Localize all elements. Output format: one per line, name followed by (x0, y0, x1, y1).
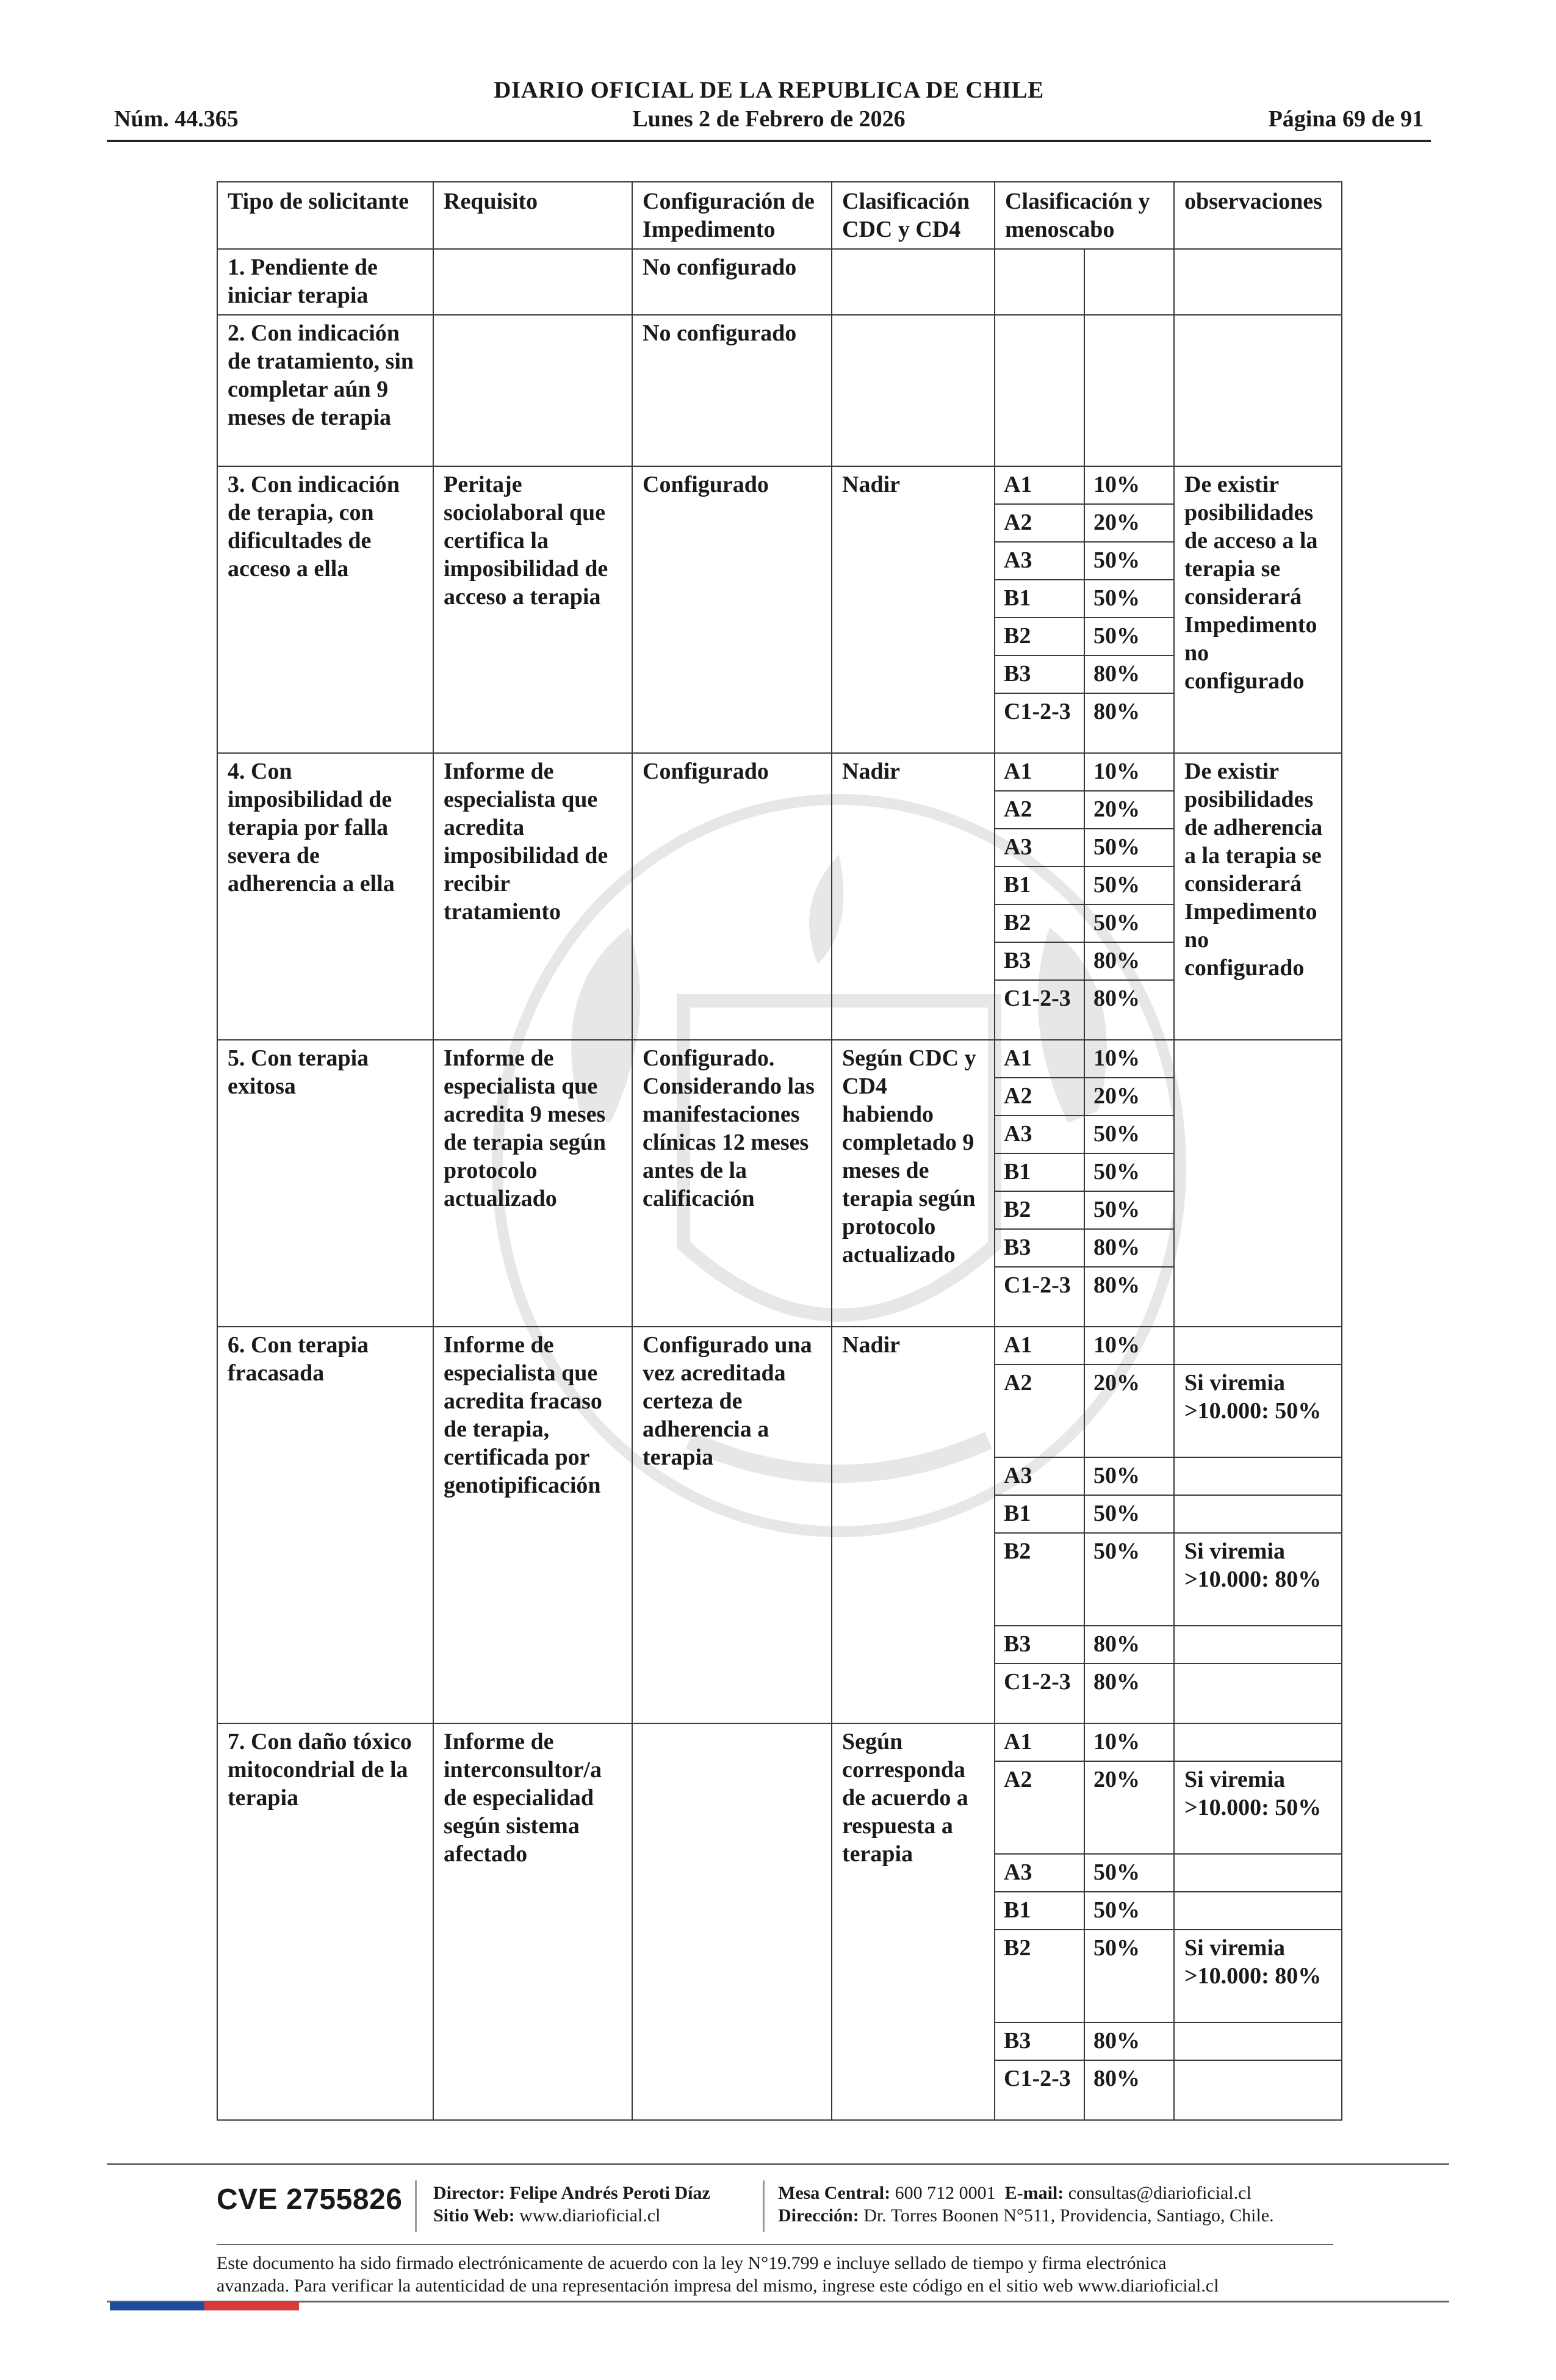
cell-clase (995, 249, 1084, 315)
cell-porcentaje: 50% (1084, 1854, 1174, 1892)
cell-porcentaje: 20% (1084, 1761, 1174, 1854)
table-row (217, 1040, 1342, 1078)
cell-observacion (1174, 315, 1342, 466)
footer-contact-block (778, 2182, 1274, 2227)
cell-clase: A1 (995, 466, 1084, 504)
header-configuracion: Configuración de Impedimento (632, 182, 832, 249)
cell-observacion: Si viremia >10.000: 80% (1174, 1930, 1342, 2022)
cell-clase: A2 (995, 1761, 1084, 1854)
cell-observacion (1174, 2022, 1342, 2060)
table-row (217, 1327, 1342, 1365)
cell-porcentaje: 50% (1084, 867, 1174, 904)
cell-clase: B2 (995, 904, 1084, 942)
cell-clase: C1-2-3 (995, 2060, 1084, 2120)
cell-clase: C1-2-3 (995, 980, 1084, 1040)
cell-clase: B3 (995, 1229, 1084, 1267)
flag-blue (110, 2302, 204, 2310)
director-label: Director: (433, 2183, 505, 2203)
cell-observacion: Si viremia >10.000: 80% (1174, 1533, 1342, 1626)
cell-observacion (1174, 1892, 1342, 1930)
cell-configuracion: Configurado (632, 753, 832, 1040)
header-tipo: Tipo de solicitante (217, 182, 433, 249)
cell-clase: A2 (995, 791, 1084, 829)
cell-configuracion (632, 1723, 832, 2120)
cell-clase: B1 (995, 1892, 1084, 1930)
cell-tipo: 7. Con daño tóxico mitocondrial de la terapia (217, 1723, 433, 2120)
cell-porcentaje: 50% (1084, 1116, 1174, 1153)
cell-porcentaje: 50% (1084, 1153, 1174, 1191)
cell-requisito (433, 315, 632, 466)
cell-porcentaje: 80% (1084, 1626, 1174, 1664)
cell-requisito: Informe de especialista que acredita imposibilidad de recibir tratamiento (433, 753, 632, 1040)
page-header (107, 76, 1431, 142)
cell-porcentaje: 80% (1084, 1229, 1174, 1267)
cell-clase: B3 (995, 942, 1084, 980)
cell-observacion: Si viremia >10.000: 50% (1174, 1761, 1342, 1854)
cell-porcentaje (1084, 249, 1174, 315)
cell-observacion (1174, 1327, 1342, 1365)
cell-clase: B1 (995, 1153, 1084, 1191)
cell-porcentaje: 80% (1084, 655, 1174, 693)
cell-clase: A1 (995, 1327, 1084, 1365)
cell-configuracion: Configurado (632, 466, 832, 753)
cell-porcentaje: 10% (1084, 466, 1174, 504)
cell-cdc: Nadir (832, 753, 995, 1040)
cell-clase: B2 (995, 1191, 1084, 1229)
cell-tipo: 3. Con indicación de terapia, con dificultades de acceso a ella (217, 466, 433, 753)
footer-bottom-rule (107, 2301, 1449, 2302)
cell-porcentaje: 80% (1084, 942, 1174, 980)
cell-porcentaje: 10% (1084, 1040, 1174, 1078)
cell-porcentaje: 50% (1084, 1191, 1174, 1229)
cell-porcentaje: 50% (1084, 1533, 1174, 1626)
cell-clase: B1 (995, 867, 1084, 904)
cell-cdc: Según corresponda de acuerdo a respuesta a terapia (832, 1723, 995, 2120)
cell-observacion (1174, 1626, 1342, 1664)
direccion-label: Dirección: (778, 2205, 859, 2226)
cell-porcentaje: 80% (1084, 693, 1174, 753)
cell-clase: A1 (995, 753, 1084, 791)
cell-clase: C1-2-3 (995, 693, 1084, 753)
cell-porcentaje: 50% (1084, 1930, 1174, 2022)
signature-line: avanzada. Para verificar la autenticidad de una representación impresa del mismo, ingrese este código en el sitio web www.diarioficial.cl (217, 2276, 1219, 2296)
table-row (217, 1723, 1342, 1761)
cell-porcentaje: 10% (1084, 1327, 1174, 1365)
footer-divider (217, 2244, 1333, 2245)
table-row (217, 249, 1342, 315)
footer-separator (415, 2180, 417, 2232)
cell-porcentaje (1084, 315, 1174, 466)
cell-porcentaje: 10% (1084, 753, 1174, 791)
signature-line: Este documento ha sido firmado electrónicamente de acuerdo con la ley N°19.799 e incluye sellado de tiempo y firma electrónica (217, 2253, 1167, 2273)
cell-porcentaje: 80% (1084, 980, 1174, 1040)
cell-clase: B2 (995, 1533, 1084, 1626)
table-row (217, 466, 1342, 504)
cell-clase: A3 (995, 829, 1084, 867)
cell-configuracion: No configurado (632, 315, 832, 466)
cve-code: CVE 2755826 (217, 2183, 403, 2216)
table-row (217, 753, 1342, 791)
cell-observacion (1174, 2060, 1342, 2120)
header-clasificacion: Clasificación y menoscabo (995, 182, 1174, 249)
cell-tipo: 2. Con indicación de tratamiento, sin completar aún 9 meses de terapia (217, 315, 433, 466)
email-label: E-mail: (1004, 2183, 1064, 2203)
issue-date: Lunes 2 de Febrero de 2026 (632, 106, 906, 132)
cell-observacion (1174, 1040, 1342, 1327)
cell-tipo: 4. Con imposibilidad de terapia por falla severa de adherencia a ella (217, 753, 433, 1040)
cell-requisito (433, 249, 632, 315)
cell-cdc: Nadir (832, 1327, 995, 1723)
cell-clase (995, 315, 1084, 466)
cell-clase: A2 (995, 1078, 1084, 1116)
page-number: Página 69 de 91 (1268, 106, 1424, 132)
cell-observacion (1174, 1495, 1342, 1533)
cell-observacion: De existir posibilidades de adherencia a la terapia se considerará Impedimento no configurado (1174, 753, 1342, 1040)
cell-clase: A3 (995, 1116, 1084, 1153)
cell-observacion: De existir posibilidades de acceso a la terapia se considerará Impedimento no configurado (1174, 466, 1342, 753)
cell-clase: A3 (995, 1854, 1084, 1892)
cell-porcentaje: 50% (1084, 580, 1174, 618)
cell-clase: B2 (995, 1930, 1084, 2022)
cell-porcentaje: 50% (1084, 1457, 1174, 1495)
cell-tipo: 1. Pendiente de iniciar terapia (217, 249, 433, 315)
header-observaciones: observaciones (1174, 182, 1342, 249)
cell-observacion (1174, 1854, 1342, 1892)
cell-porcentaje: 50% (1084, 618, 1174, 655)
cell-porcentaje: 10% (1084, 1723, 1174, 1761)
cell-clase: B3 (995, 655, 1084, 693)
page-footer (107, 2163, 1449, 2316)
mesa-label: Mesa Central: (778, 2183, 891, 2203)
cell-clase: B1 (995, 1495, 1084, 1533)
footer-separator (763, 2180, 765, 2232)
cell-clase: A1 (995, 1040, 1084, 1078)
cell-requisito: Informe de interconsultor/a de especialidad según sistema afectado (433, 1723, 632, 2120)
flag-red (204, 2302, 299, 2310)
cell-requisito: Peritaje sociolaboral que certifica la imposibilidad de acceso a terapia (433, 466, 632, 753)
cell-porcentaje: 50% (1084, 1495, 1174, 1533)
cell-clase: B1 (995, 580, 1084, 618)
footer-director-block (433, 2182, 710, 2227)
cell-porcentaje: 80% (1084, 1267, 1174, 1327)
director-name: Felipe Andrés Peroti Díaz (510, 2183, 710, 2203)
cell-configuracion: Configurado una vez acreditada certeza de adherencia a terapia (632, 1327, 832, 1723)
cell-observacion (1174, 249, 1342, 315)
cell-cdc: Según CDC y CD4 habiendo completado 9 meses de terapia según protocolo actualizado (832, 1040, 995, 1327)
cell-configuracion: No configurado (632, 249, 832, 315)
cell-clase: A2 (995, 504, 1084, 542)
cell-requisito: Informe de especialista que acredita 9 meses de terapia según protocolo actualizado (433, 1040, 632, 1327)
table-header-row (217, 182, 1342, 249)
signature-notice (217, 2252, 1345, 2297)
cell-porcentaje: 50% (1084, 1892, 1174, 1930)
cell-observacion (1174, 1723, 1342, 1761)
cell-observacion (1174, 1664, 1342, 1723)
cell-tipo: 5. Con terapia exitosa (217, 1040, 433, 1327)
header-cdc: Clasificación CDC y CD4 (832, 182, 995, 249)
address: Dr. Torres Boonen N°511, Providencia, Santiago, Chile. (863, 2205, 1274, 2226)
web-label: Sitio Web: (433, 2205, 515, 2226)
cell-tipo: 6. Con terapia fracasada (217, 1327, 433, 1723)
cell-porcentaje: 20% (1084, 791, 1174, 829)
cell-observacion (1174, 1457, 1342, 1495)
cell-cdc (832, 315, 995, 466)
email-link[interactable]: consultas@diarioficial.cl (1068, 2183, 1252, 2203)
cell-clase: A3 (995, 542, 1084, 580)
cell-porcentaje: 20% (1084, 1078, 1174, 1116)
cell-clase: A3 (995, 1457, 1084, 1495)
cell-cdc (832, 249, 995, 315)
mesa-phone: 600 712 0001 (895, 2183, 996, 2203)
cell-clase: B3 (995, 1626, 1084, 1664)
cell-clase: A1 (995, 1723, 1084, 1761)
cell-porcentaje: 80% (1084, 2060, 1174, 2120)
issue-number: Núm. 44.365 (114, 106, 239, 132)
header-rule (107, 140, 1431, 142)
website-link[interactable]: www.diarioficial.cl (519, 2205, 661, 2226)
header-requisito: Requisito (433, 182, 632, 249)
cell-clase: C1-2-3 (995, 1664, 1084, 1723)
table-row (217, 315, 1342, 466)
cell-clase: B3 (995, 2022, 1084, 2060)
cell-porcentaje: 50% (1084, 542, 1174, 580)
cell-porcentaje: 20% (1084, 1365, 1174, 1457)
cell-clase: B2 (995, 618, 1084, 655)
cell-clase: C1-2-3 (995, 1267, 1084, 1327)
cell-porcentaje: 80% (1084, 2022, 1174, 2060)
cell-porcentaje: 80% (1084, 1664, 1174, 1723)
cell-requisito: Informe de especialista que acredita fracaso de terapia, certificada por genotipificación (433, 1327, 632, 1723)
impairment-table (217, 181, 1342, 2121)
impairment-table-wrap (217, 181, 1341, 2121)
cell-porcentaje: 50% (1084, 829, 1174, 867)
flag-stripe (110, 2302, 299, 2310)
cell-observacion: Si viremia >10.000: 50% (1174, 1365, 1342, 1457)
cell-porcentaje: 20% (1084, 504, 1174, 542)
cell-cdc: Nadir (832, 466, 995, 753)
publication-title: DIARIO OFICIAL DE LA REPUBLICA DE CHILE (494, 77, 1044, 103)
footer-rule (107, 2163, 1449, 2165)
cell-porcentaje: 50% (1084, 904, 1174, 942)
cell-configuracion: Configurado. Considerando las manifestaciones clínicas 12 meses antes de la calificación (632, 1040, 832, 1327)
cell-clase: A2 (995, 1365, 1084, 1457)
